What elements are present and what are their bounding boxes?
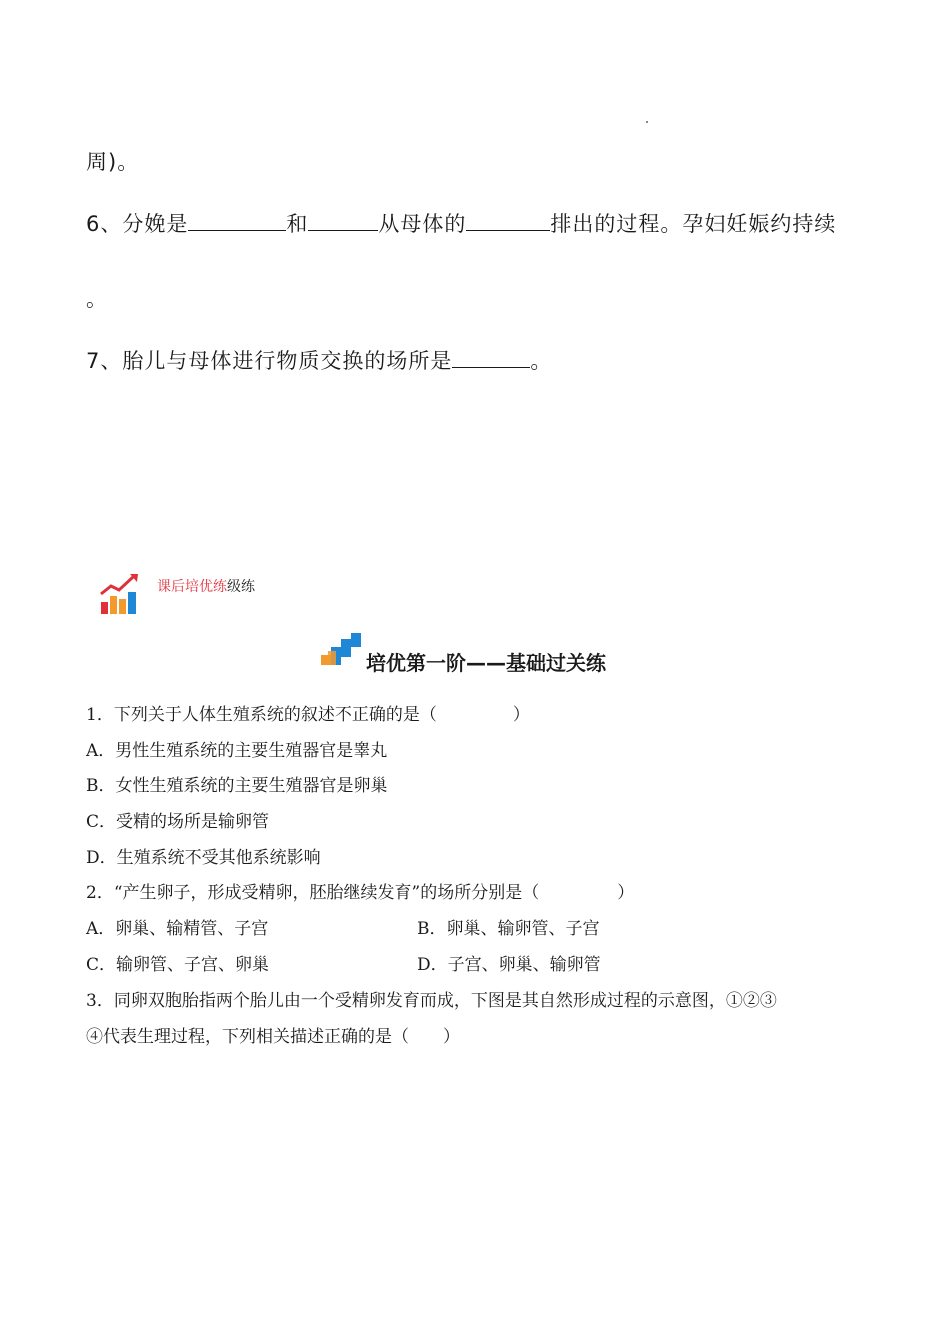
q6-text-4: 排出的过程。孕妇妊娠约持续 bbox=[550, 212, 837, 236]
q1-option-b: B．女性生殖系统的主要生殖器官是卵巢 bbox=[86, 776, 388, 796]
q7-number: 7、 bbox=[86, 349, 123, 373]
stray-dot bbox=[646, 121, 648, 123]
q3-line-2: ④代表生理过程，下列相关描述正确的是（ ） bbox=[86, 1027, 460, 1047]
q7-text: 胎儿与母体进行物质交换的场所是 bbox=[122, 349, 453, 373]
section-title: 培优第一阶——基础过关练 bbox=[366, 651, 606, 675]
q6-text-2: 和 bbox=[286, 212, 309, 236]
q2-stem: 2．“产生卵子，形成受精卵，胚胎继续发育”的场所分别是（ bbox=[86, 883, 540, 903]
week-tail-line bbox=[86, 146, 139, 176]
q6-tail-line bbox=[86, 283, 108, 313]
question-2 bbox=[86, 878, 634, 903]
q2-option-b: B．卵巢、输卵管、子宫 bbox=[417, 919, 600, 939]
q7-blank bbox=[452, 349, 530, 368]
q6-blank-1 bbox=[188, 212, 286, 231]
q2-option-a: A．卵巢、输精管、子宫 bbox=[86, 919, 269, 939]
q6-text-1: 分娩是 bbox=[122, 212, 189, 236]
week-tail-text: 周)。 bbox=[86, 150, 140, 174]
q3-line-1: 3．同卵双胞胎指两个胎儿由一个受精卵发育而成，下图是其自然形成过程的示意图，①②③ bbox=[86, 991, 777, 1011]
question-7 bbox=[86, 345, 552, 375]
q7-end: 。 bbox=[530, 349, 553, 373]
q2-option-c: C．输卵管、子宫、卵巢 bbox=[86, 955, 270, 975]
banner-title bbox=[157, 576, 255, 596]
q1-stem: 1．下列关于人体生殖系统的叙述不正确的是（ bbox=[86, 705, 437, 725]
q1-option-d: D．生殖系统不受其他系统影响 bbox=[86, 848, 321, 868]
question-1 bbox=[86, 700, 530, 725]
q1-close: ） bbox=[512, 705, 530, 725]
q6-blank-2 bbox=[308, 212, 378, 231]
q2-close: ） bbox=[617, 883, 635, 903]
q6-blank-3 bbox=[466, 212, 550, 231]
q1-option-a: A．男性生殖系统的主要生殖器官是睾丸 bbox=[86, 741, 388, 761]
banner-black-text: 级练 bbox=[227, 579, 255, 595]
question-6 bbox=[86, 208, 836, 238]
q6-tail-text: 。 bbox=[86, 287, 108, 311]
q6-number: 6、 bbox=[86, 212, 123, 236]
banner-red-text: 课后培优练 bbox=[157, 579, 227, 595]
q2-option-d: D．子宫、卵巢、输卵管 bbox=[417, 955, 601, 975]
q1-option-c: C．受精的场所是输卵管 bbox=[86, 812, 270, 832]
q6-text-3: 从母体的 bbox=[378, 212, 467, 236]
